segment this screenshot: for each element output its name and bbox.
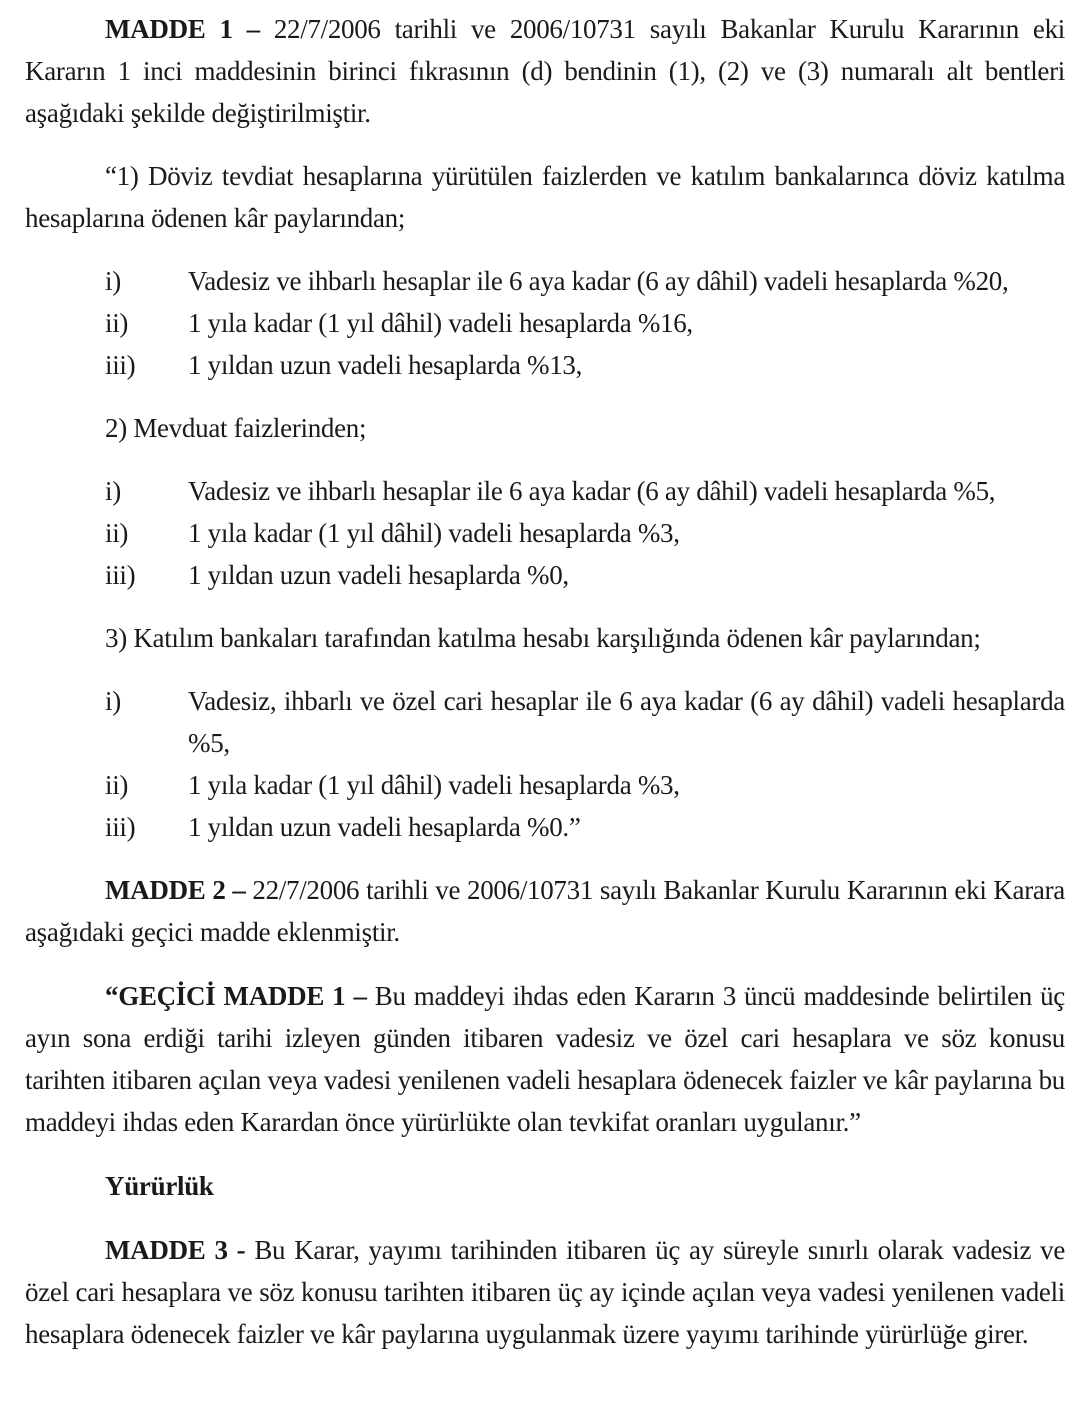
list-item [25,554,1065,596]
article-2-paragraph [25,869,1065,953]
list-item-text: 1 yıla kadar (1 yıl dâhil) vadeli hesaplarda %16, [188,308,693,338]
list-marker: iii) [105,350,136,380]
subsection-2-list [25,470,1065,596]
list-item-text: Vadesiz, ihbarlı ve özel cari hesaplar ile 6 aya kadar (6 ay dâhil) vadeli hesaplarda %5, [188,686,1065,758]
list-marker: ii) [105,308,129,338]
document-page [25,8,1065,1355]
list-item-text: 1 yıldan uzun vadeli hesaplarda %13, [188,350,583,380]
effective-heading [25,1165,1065,1207]
article-3-label: MADDE 3 - [105,1235,246,1265]
article-3-paragraph [25,1229,1065,1355]
list-marker: ii) [105,770,129,800]
list-item-text: 1 yıldan uzun vadeli hesaplarda %0.” [188,812,581,842]
temporary-article-text: Bu maddeyi ihdas eden Kararın 3 üncü maddesinde belirtilen üç ayın sona erdiği tarihi izleyen günden itibaren vadesiz ve özel cari hesaplara ve söz konusu tarihten itibaren açılan veya vadesi yenilenen vadeli hesaplara ödenecek faizler ve kâr paylarına bu maddeyi ihdas eden Karardan önce yürürlükte olan tevkifat oranları uygulanır.” [25,981,1065,1137]
list-marker: ii) [105,518,129,548]
article-2-text: 22/7/2006 tarihli ve 2006/10731 sayılı Bakanlar Kurulu Kararının eki Karara aşağıdaki geçici madde eklenmiştir. [25,875,1065,947]
temporary-article-label: “GEÇİCİ MADDE 1 – [105,981,367,1011]
list-item [25,470,1065,512]
article-1-label: MADDE 1 – [105,14,260,44]
list-item-text: Vadesiz ve ihbarlı hesaplar ile 6 aya kadar (6 ay dâhil) vadeli hesaplarda %5, [188,476,996,506]
list-item-text: 1 yıla kadar (1 yıl dâhil) vadeli hesaplarda %3, [188,770,680,800]
temporary-article-paragraph [25,975,1065,1143]
subsection-3-list [25,680,1065,848]
list-item [25,260,1065,302]
list-item-text: 1 yıldan uzun vadeli hesaplarda %0, [188,560,569,590]
list-marker: iii) [105,812,136,842]
list-marker: i) [105,266,121,296]
list-item [25,764,1065,806]
list-marker: i) [105,686,121,716]
list-item-text: 1 yıla kadar (1 yıl dâhil) vadeli hesaplarda %3, [188,518,680,548]
list-item [25,806,1065,848]
subsection-1-list [25,260,1065,386]
article-2-label: MADDE 2 – [105,875,246,905]
list-item [25,344,1065,386]
article-1-text: 22/7/2006 tarihli ve 2006/10731 sayılı Bakanlar Kurulu Kararının eki Kararın 1 inci maddesinin birinci fıkrasının (d) bendinin (1), (2) ve (3) numaralı alt bentleri aşağıdaki şekilde değiştirilmiştir. [25,14,1065,128]
effective-heading-text: Yürürlük [105,1171,214,1201]
subsection-3-intro: 3) Katılım bankaları tarafından katılma hesabı karşılığında ödenen kâr paylarından; [105,623,981,653]
article-1-paragraph [25,8,1065,134]
list-marker: i) [105,476,121,506]
subsection-1-intro: “1) Döviz tevdiat hesaplarına yürütülen faizlerden ve katılım bankalarınca döviz katılma hesaplarına ödenen kâr paylarından; [25,161,1065,233]
list-item [25,512,1065,554]
list-marker: iii) [105,560,136,590]
list-item [25,680,1065,764]
list-item-text: Vadesiz ve ihbarlı hesaplar ile 6 aya kadar (6 ay dâhil) vadeli hesaplarda %20, [188,266,1009,296]
subsection-2-intro: 2) Mevduat faizlerinden; [105,413,367,443]
article-3-text: Bu Karar, yayımı tarihinden itibaren üç ay süreyle sınırlı olarak vadesiz ve özel cari hesaplara ve söz konusu tarihten itibaren üç ay içinde açılan veya vadesi yenilenen vadeli hesaplara ödenecek faizler ve kâr paylarına uygulanmak üzere yayımı tarihinde yürürlüğe girer. [25,1235,1065,1349]
list-item [25,302,1065,344]
